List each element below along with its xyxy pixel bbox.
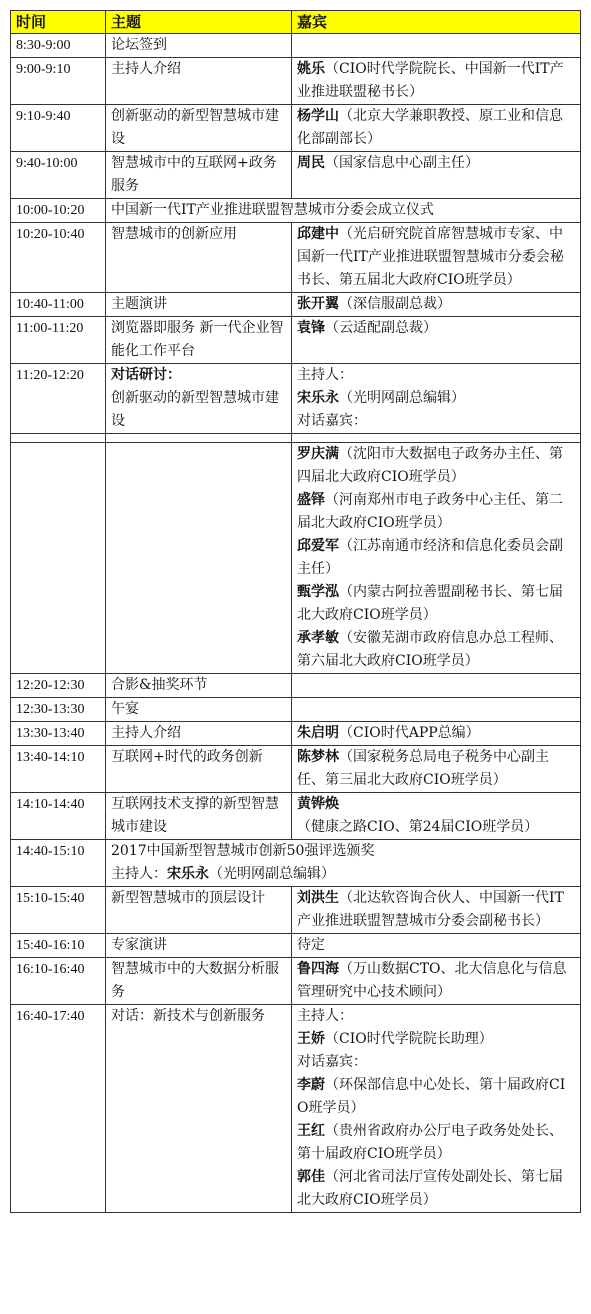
guest-name: 杨学山 — [297, 108, 339, 124]
guest-entry — [297, 746, 575, 792]
guest-name: 邱建中 — [297, 226, 339, 242]
spacer-cell — [292, 434, 581, 443]
topic-cell — [106, 934, 292, 958]
span-topic-cell — [106, 840, 581, 887]
topic-text: 主持人介绍 — [111, 725, 181, 741]
agenda-row — [11, 223, 581, 293]
header-time: 时间 — [11, 11, 106, 34]
agenda-row — [11, 199, 581, 223]
span-topic-text: 2017中国新型智慧城市创新50强评选颁奖 — [111, 843, 375, 859]
agenda-row — [11, 443, 581, 674]
agenda-row — [11, 840, 581, 887]
guest-entry — [297, 152, 575, 175]
guest-entry — [297, 535, 575, 581]
time-cell: 11:00-11:20 — [11, 317, 106, 364]
agenda-row — [11, 58, 581, 105]
topic-cell — [106, 722, 292, 746]
guest-entry — [297, 1074, 575, 1120]
guest-desc: （国家信息中心副主任） — [325, 155, 479, 171]
guest-desc: （CIO时代APP总编） — [339, 725, 480, 741]
topic-cell — [106, 152, 292, 199]
guest-cell — [292, 934, 581, 958]
guest-name: 罗庆满 — [297, 446, 339, 462]
guest-entry — [297, 489, 575, 535]
guest-cell — [292, 364, 581, 434]
time-cell: 10:00-10:20 — [11, 199, 106, 223]
topic-cell — [106, 674, 292, 698]
topic-cell — [106, 958, 292, 1005]
time-cell: 14:10-14:40 — [11, 793, 106, 840]
agenda-row — [11, 958, 581, 1005]
guest-desc: （光启研究院首席智慧城市专家、中国新一代IT产业推进联盟智慧城市分委会秘书长、第五届北大政府CIO班学员） — [297, 226, 564, 288]
guest-desc: （江苏南通市经济和信息化委员会副主任） — [297, 538, 563, 577]
agenda-row — [11, 152, 581, 199]
time-cell: 13:40-14:10 — [11, 746, 106, 793]
guest-name: 邱爱军 — [297, 538, 339, 554]
guest-entry — [297, 887, 575, 933]
guest-desc: （内蒙古阿拉善盟副秘书长、第七届北大政府CIO班学员） — [297, 584, 563, 623]
guest-name: 郭佳 — [297, 1169, 325, 1185]
topic-cell — [106, 105, 292, 152]
topic-text: 互联网技术支撑的新型智慧城市建设 — [111, 796, 279, 835]
host-desc: （光明网副总编辑） — [209, 866, 335, 882]
time-cell: 16:10-16:40 — [11, 958, 106, 1005]
guest-name: 李蔚 — [297, 1077, 325, 1093]
guest-cell — [292, 317, 581, 364]
guest-entry — [297, 627, 575, 673]
guest-cell — [292, 887, 581, 934]
topic-text: 专家演讲 — [111, 937, 167, 953]
guest-entry — [297, 293, 575, 316]
guest-label: 主持人： — [297, 367, 353, 383]
topic-cell — [106, 887, 292, 934]
topic-text: 智慧城市中的互联网+政务服务 — [111, 155, 277, 194]
guest-cell — [292, 58, 581, 105]
spacer-cell — [106, 434, 292, 443]
topic-bold: 对话研讨： — [111, 367, 181, 383]
agenda-row — [11, 887, 581, 934]
guest-cell — [292, 722, 581, 746]
guest-name: 周民 — [297, 155, 325, 171]
topic-text: 创新驱动的新型智慧城市建设 — [111, 108, 279, 147]
topic-cell — [106, 317, 292, 364]
guest-desc: （安徽芜湖市政府信息办总工程师、第六届北大政府CIO班学员） — [297, 630, 563, 669]
agenda-row — [11, 698, 581, 722]
guest-entry — [297, 1120, 575, 1166]
time-cell — [11, 443, 106, 674]
guest-entry — [297, 793, 575, 839]
time-cell: 9:40-10:00 — [11, 152, 106, 199]
guest-entry — [297, 1166, 575, 1212]
time-cell: 9:00-9:10 — [11, 58, 106, 105]
agenda-row — [11, 793, 581, 840]
guest-label: 对话嘉宾： — [297, 413, 367, 429]
guest-label: 待定 — [297, 937, 325, 953]
guest-desc: （北达软咨询合伙人、中国新一代IT产业推进联盟智慧城市分委会副秘书长） — [297, 890, 564, 929]
guest-name: 甄学泓 — [297, 584, 339, 600]
guest-name: 姚乐 — [297, 61, 325, 77]
guest-name: 鲁四海 — [297, 961, 339, 977]
topic-cell — [106, 34, 292, 58]
topic-text: 主持人介绍 — [111, 61, 181, 77]
agenda-row — [11, 1005, 581, 1213]
guest-entry — [297, 722, 575, 745]
topic-cell — [106, 443, 292, 674]
host-name: 宋乐永 — [167, 866, 209, 882]
span-topic-cell — [106, 199, 581, 223]
header-guest: 嘉宾 — [292, 11, 581, 34]
topic-text: 浏览器即服务 新一代企业智能化工作平台 — [111, 320, 284, 359]
header-row — [11, 11, 581, 34]
host-prefix: 主持人： — [111, 866, 167, 882]
topic-text: 互联网+时代的政务创新 — [111, 749, 263, 765]
topic-cell — [106, 364, 292, 434]
guest-label: 对话嘉宾： — [297, 1054, 367, 1070]
topic-text: 主题演讲 — [111, 296, 167, 312]
guest-name: 袁锋 — [297, 320, 325, 336]
guest-label: 主持人： — [297, 1008, 353, 1024]
agenda-row — [11, 674, 581, 698]
time-cell: 11:20-12:20 — [11, 364, 106, 434]
guest-desc: （万山数据CTO、北大信息化与信息管理研究中心技术顾问） — [297, 961, 567, 1000]
guest-name: 张开翼 — [297, 296, 339, 312]
guest-desc: （国家税务总局电子税务中心副主任、第三届北大政府CIO班学员） — [297, 749, 549, 788]
guest-entry — [297, 223, 575, 292]
time-cell: 12:30-13:30 — [11, 698, 106, 722]
agenda-row — [11, 34, 581, 58]
guest-cell — [292, 105, 581, 152]
guest-entry — [297, 958, 575, 1004]
guest-desc: （深信服副总裁） — [339, 296, 451, 312]
guest-entry — [297, 387, 575, 410]
agenda-row — [11, 934, 581, 958]
agenda-row — [11, 722, 581, 746]
guest-cell — [292, 34, 581, 58]
time-cell: 10:20-10:40 — [11, 223, 106, 293]
guest-cell — [292, 698, 581, 722]
topic-text: 新型智慧城市的顶层设计 — [111, 890, 265, 906]
agenda-table — [10, 10, 581, 1213]
guest-name: 黄铧焕 — [297, 796, 339, 812]
guest-name: 陈梦林 — [297, 749, 339, 765]
agenda-row — [11, 293, 581, 317]
guest-cell — [292, 674, 581, 698]
header-topic: 主题 — [106, 11, 292, 34]
topic-cell — [106, 793, 292, 840]
topic-cell — [106, 223, 292, 293]
guest-cell — [292, 1005, 581, 1213]
topic-text: 论坛签到 — [111, 37, 167, 53]
time-cell: 14:40-15:10 — [11, 840, 106, 887]
agenda-row — [11, 364, 581, 434]
topic-cell — [106, 58, 292, 105]
guest-desc: （沈阳市大数据电子政务办主任、第四届北大政府CIO班学员） — [297, 446, 563, 485]
guest-desc: （北京大学兼职教授、原工业和信息化部副部长） — [297, 108, 563, 147]
topic-cell — [106, 293, 292, 317]
time-cell: 16:40-17:40 — [11, 1005, 106, 1213]
guest-desc: （河南郑州市电子政务中心主任、第二届北大政府CIO班学员） — [297, 492, 563, 531]
guest-desc: （环保部信息中心处长、第十届政府CIO班学员） — [297, 1077, 566, 1116]
guest-entry — [297, 317, 575, 340]
guest-entry — [297, 1028, 575, 1051]
spacer-row — [11, 434, 581, 443]
guest-desc: （河北省司法厅宣传处副处长、第七届北大政府CIO班学员） — [297, 1169, 563, 1208]
guest-entry — [297, 581, 575, 627]
guest-desc: （CIO时代学院院长、中国新一代IT产业推进联盟秘书长） — [297, 61, 564, 100]
guest-name: 宋乐永 — [297, 390, 339, 406]
guest-name: 承孝敏 — [297, 630, 339, 646]
topic-text: 智慧城市中的大数据分析服务 — [111, 961, 279, 1000]
guest-entry — [297, 105, 575, 151]
guest-desc: （光明网副总编辑） — [339, 390, 465, 406]
agenda-row — [11, 317, 581, 364]
topic-text: 午宴 — [111, 701, 139, 717]
agenda-row — [11, 105, 581, 152]
time-cell: 15:40-16:10 — [11, 934, 106, 958]
guest-entry — [297, 58, 575, 104]
time-cell: 15:10-15:40 — [11, 887, 106, 934]
guest-cell — [292, 443, 581, 674]
guest-entry — [297, 443, 575, 489]
guest-name: 朱启明 — [297, 725, 339, 741]
guest-name: 刘洪生 — [297, 890, 339, 906]
guest-name: 盛铎 — [297, 492, 325, 508]
span-topic-text: 中国新一代IT产业推进联盟智慧城市分委会成立仪式 — [111, 202, 434, 218]
topic-text: 对话：新技术与创新服务 — [111, 1008, 265, 1024]
guest-cell — [292, 746, 581, 793]
guest-desc: （云适配副总裁） — [325, 320, 437, 336]
time-cell: 13:30-13:40 — [11, 722, 106, 746]
time-cell: 9:10-9:40 — [11, 105, 106, 152]
guest-cell — [292, 152, 581, 199]
guest-desc: （CIO时代学院院长助理） — [325, 1031, 493, 1047]
agenda-row — [11, 746, 581, 793]
guest-name: 王红 — [297, 1123, 325, 1139]
topic-text: 创新驱动的新型智慧城市建设 — [111, 390, 279, 429]
guest-desc: （健康之路CIO、第24届CIO班学员） — [297, 819, 539, 835]
agenda-body — [11, 34, 581, 1213]
topic-text: 合影&抽奖环节 — [111, 677, 208, 693]
guest-name: 王娇 — [297, 1031, 325, 1047]
guest-cell — [292, 793, 581, 840]
topic-text: 智慧城市的创新应用 — [111, 226, 237, 242]
topic-cell — [106, 698, 292, 722]
time-cell: 12:20-12:30 — [11, 674, 106, 698]
time-cell: 8:30-9:00 — [11, 34, 106, 58]
guest-cell — [292, 293, 581, 317]
time-cell: 10:40-11:00 — [11, 293, 106, 317]
guest-cell — [292, 223, 581, 293]
spacer-cell — [11, 434, 106, 443]
topic-cell — [106, 746, 292, 793]
guest-desc: （贵州省政府办公厅电子政务处处长、第十届政府CIO班学员） — [297, 1123, 563, 1162]
guest-cell — [292, 958, 581, 1005]
host-line — [111, 863, 575, 886]
topic-cell — [106, 1005, 292, 1213]
